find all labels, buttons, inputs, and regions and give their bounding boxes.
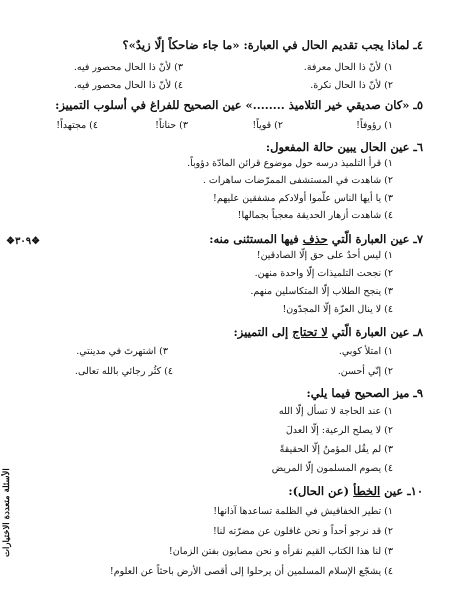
q7-option-3: ٣) ينجح الطلاب إلّا المتكاسلين منهم. <box>250 286 393 297</box>
q7-title-part-a: ٧ـ عين العبارة الّتي <box>327 232 423 246</box>
question-9-title: ٩ـ ميز الصحيح فيما يلي: <box>306 386 423 400</box>
question-8-title <box>34 325 423 339</box>
q9-option-2: ٢) لا يصلح الرعية: إلّا العدلَ <box>285 425 393 436</box>
q9-option-4: ٤) يصوم المسلمون إلّا المريض <box>271 463 393 474</box>
q10-title-underlined: الخطأ <box>353 484 381 498</box>
q6-option-3: ٣) يا أيها الناس علّموا أولادكم مشفقين عليهم! <box>213 193 393 204</box>
q6-option-4: ٤) شاهدت أزهار الحديقة معجباً بجمالها! <box>237 210 393 221</box>
question-7-title <box>34 232 423 246</box>
q10-title-part-a: ١٠ـ عين <box>380 484 423 498</box>
q7-option-4: ٤) لا ينال العزّة إلّا المجدّون! <box>282 304 393 315</box>
q8-title-part-b: إلى التمييز: <box>233 325 293 339</box>
q7-option-2: ٢) نجحت التلميذات إلّا واحدة منهن. <box>254 268 393 279</box>
q10-option-4: ٤) يشجّع الإسلام المسلمين أن يرحلوا إلى أقصى الأرض باحثاً عن العلوم! <box>109 566 393 577</box>
q5-option-1: ١) رؤوفاً! <box>356 120 393 131</box>
q8-option-3: ٣) اشتهرتَ في مدينتي. <box>76 346 168 357</box>
q8-title-underlined: لا تحتاج <box>292 325 328 339</box>
q4-option-3: ٣) لأنّ ذا الحال محصور فيه. <box>73 62 183 73</box>
q4-option-2: ٢) لأنّ ذا الحال نكرة. <box>310 80 393 91</box>
q9-option-3: ٣) لم يقُل المؤمنُ إلّا الحقيقةً <box>279 444 393 455</box>
side-label: الأسئلة متعددة الاختيارات <box>2 468 12 557</box>
question-6-title: ٦ـ عين الحال يبين حالة المفعول: <box>265 140 423 154</box>
q8-option-2: ٢) إنّي أحسن. <box>337 366 393 377</box>
q5-option-4: ٤) مجتهداً! <box>56 120 98 131</box>
q4-option-1: ١) لأنّ ذا الحال معرفة. <box>303 62 393 73</box>
q8-option-1: ١) امتلأ كوبي. <box>338 346 393 357</box>
q7-option-1: ١) ليس أحدٌ على حق إلّا الصادقين! <box>256 250 393 261</box>
question-4-title: ٤ـ لماذا يجب تقديم الحال في العبارة: «ما جاء ضاحكاً إلّا زيدٌ»؟ <box>122 38 423 52</box>
q6-option-2: ٢) شاهدت في المستشفى الممرّضات ساهرات . <box>202 175 393 186</box>
question-5-title: ٥ـ «كان صديقي خير التلاميذ ........» عين الصحيح للفراغ في أسلوب التمييز: <box>55 98 423 112</box>
q10-title-part-b: (عن الحال): <box>288 484 354 498</box>
question-10-title <box>34 484 423 498</box>
q4-option-4: ٤) لأنّ ذا الحال محصور فيه. <box>73 80 183 91</box>
q10-option-1: ١) تطير الخفافيش في الظلمة تساعدها آذانها! <box>213 506 393 517</box>
q8-title-part-a: ٨ـ عين العبارة الّتي <box>327 325 423 339</box>
page-number: ❖٣٠٩❖ <box>6 236 41 247</box>
q5-option-2: ٢) قوياً! <box>252 120 283 131</box>
q7-title-part-b: فيها المستثنى منه: <box>209 232 303 246</box>
q6-option-1: ١) قرأ التلميذ درسه حول موضوع قرائن المادّة دؤوباً. <box>187 158 393 169</box>
q7-title-underlined: حذف <box>302 232 328 246</box>
q5-option-3: ٣) حناناً! <box>155 120 188 131</box>
q10-option-2: ٢) قد نرجو أحداً و نحن غافلون عن مضرّته لنا! <box>212 526 393 537</box>
q8-option-4: ٤) كثُر رجائي بالله تعالى. <box>74 366 173 377</box>
q10-option-3: ٣) لنا هذا الكتاب القيم نقرأه و نحن مصابون بفتن الزمان! <box>168 546 393 557</box>
q9-option-1: ١) عند الحاجة لا تسأل إلّا الله <box>278 406 393 417</box>
